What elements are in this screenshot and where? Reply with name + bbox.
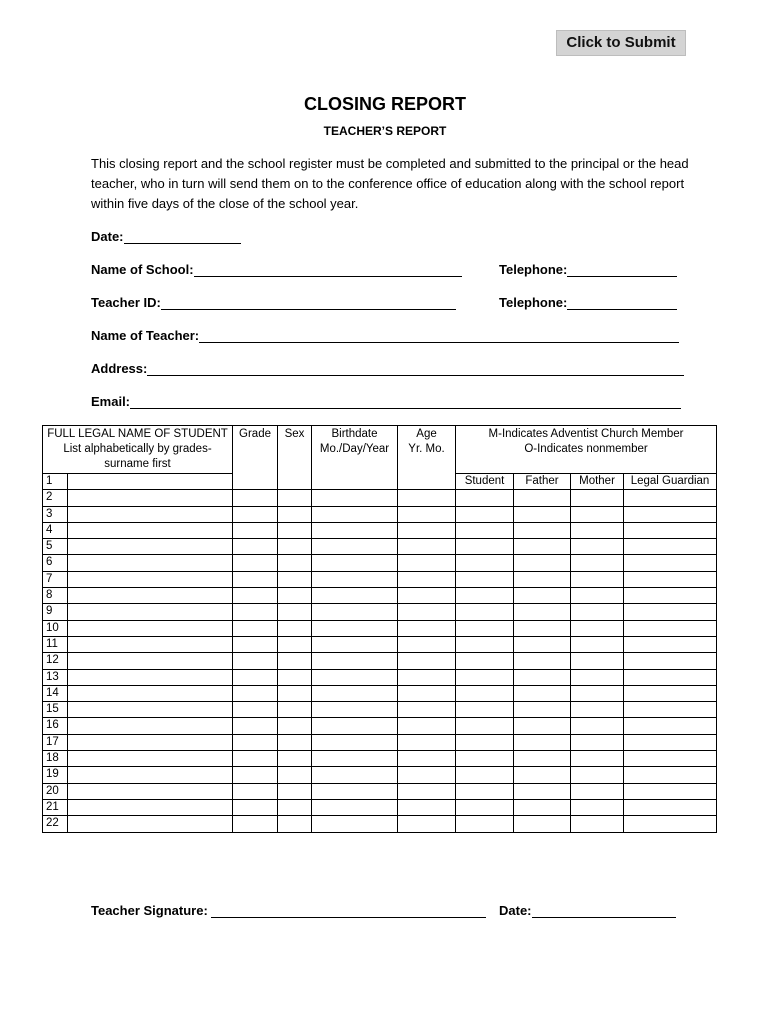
mother-member-cell[interactable] [571, 767, 624, 783]
student-member-cell[interactable] [456, 816, 514, 832]
birthdate-cell[interactable] [312, 571, 398, 587]
row-number: 15 [43, 702, 68, 718]
mother-member-cell[interactable] [571, 702, 624, 718]
guardian-member-cell[interactable] [624, 636, 717, 652]
father-member-cell[interactable] [514, 571, 571, 587]
birthdate-cell[interactable] [312, 522, 398, 538]
birthdate-cell[interactable] [312, 653, 398, 669]
page-title: CLOSING REPORT [303, 94, 466, 114]
grade-cell[interactable] [233, 620, 278, 636]
student-member-cell[interactable] [456, 685, 514, 701]
email-input[interactable] [130, 394, 681, 409]
guardian-member-cell[interactable] [624, 783, 717, 799]
sex-cell[interactable] [278, 620, 312, 636]
school-label: Name of School: [91, 262, 194, 277]
row-number: 18 [43, 751, 68, 767]
student-member-cell[interactable] [456, 636, 514, 652]
guardian-member-cell[interactable] [624, 588, 717, 604]
telephone-input-1[interactable] [567, 262, 677, 277]
grade-cell[interactable] [233, 816, 278, 832]
sex-cell[interactable] [278, 816, 312, 832]
mother-member-cell[interactable] [571, 718, 624, 734]
age-cell[interactable] [398, 490, 456, 506]
guardian-member-cell[interactable] [624, 816, 717, 832]
school-field [91, 262, 462, 277]
sex-cell[interactable] [278, 718, 312, 734]
date-label: Date: [91, 229, 124, 244]
signature-date-label: Date: [499, 903, 532, 918]
father-member-cell[interactable] [514, 539, 571, 555]
sex-cell[interactable] [278, 588, 312, 604]
birthdate-cell[interactable] [312, 751, 398, 767]
mother-member-cell[interactable] [571, 734, 624, 750]
sex-column-header: Sex [278, 426, 312, 490]
sex-cell[interactable] [278, 636, 312, 652]
age-cell[interactable] [398, 718, 456, 734]
table-row [43, 620, 717, 636]
mother-member-cell[interactable] [571, 539, 624, 555]
student-name-cell[interactable] [68, 734, 233, 750]
table-row [43, 490, 717, 506]
grade-cell[interactable] [233, 571, 278, 587]
table-body [43, 490, 717, 832]
age-cell[interactable] [398, 685, 456, 701]
mother-member-cell[interactable] [571, 799, 624, 815]
table-header-row [43, 426, 717, 474]
birthdate-cell[interactable] [312, 636, 398, 652]
guardian-member-cell[interactable] [624, 718, 717, 734]
grade-cell[interactable] [233, 522, 278, 538]
table-row [43, 653, 717, 669]
row-number: 6 [43, 555, 68, 571]
student-member-cell[interactable] [456, 653, 514, 669]
student-name-cell[interactable] [68, 718, 233, 734]
mother-member-cell[interactable] [571, 506, 624, 522]
student-name-cell[interactable] [68, 555, 233, 571]
table-row [43, 702, 717, 718]
signature-date-field [499, 903, 676, 918]
teacher-name-input[interactable] [199, 328, 679, 343]
student-table [42, 425, 717, 833]
mother-member-cell[interactable] [571, 636, 624, 652]
student-member-cell[interactable] [456, 767, 514, 783]
table-row [43, 799, 717, 815]
grade-cell[interactable] [233, 588, 278, 604]
birthdate-cell[interactable] [312, 588, 398, 604]
age-cell[interactable] [398, 767, 456, 783]
table-row [43, 783, 717, 799]
mother-member-cell[interactable] [571, 588, 624, 604]
row-number: 21 [43, 799, 68, 815]
age-cell[interactable] [398, 669, 456, 685]
birthdate-cell[interactable] [312, 767, 398, 783]
guardian-member-cell[interactable] [624, 734, 717, 750]
table-row [43, 767, 717, 783]
guardian-member-cell[interactable] [624, 702, 717, 718]
birthdate-cell[interactable] [312, 539, 398, 555]
teacher-id-input[interactable] [161, 295, 456, 310]
birthdate-cell[interactable] [312, 734, 398, 750]
student-member-cell[interactable] [456, 555, 514, 571]
membership-column-header [456, 426, 717, 474]
table-row [43, 506, 717, 522]
birthdate-cell[interactable] [312, 685, 398, 701]
student-name-cell[interactable] [68, 620, 233, 636]
sex-cell[interactable] [278, 702, 312, 718]
school-input[interactable] [194, 262, 462, 277]
telephone-label-1: Telephone: [499, 262, 568, 277]
mother-member-cell[interactable] [571, 685, 624, 701]
guardian-member-cell[interactable] [624, 490, 717, 506]
mother-member-cell[interactable] [571, 620, 624, 636]
age-cell[interactable] [398, 506, 456, 522]
mother-member-cell[interactable] [571, 816, 624, 832]
guardian-member-cell[interactable] [624, 685, 717, 701]
email-field [91, 394, 681, 409]
age-column-header [398, 426, 456, 490]
intro-paragraph: This closing report and the school register must be completed and submitted to the principal or the head teacher, who in turn will send them on to the conference office of education along with the school report within five days of the close of the school year. [91, 156, 689, 211]
teacher-id-label: Teacher ID: [91, 295, 161, 310]
student-member-cell[interactable] [456, 506, 514, 522]
signature-date-input[interactable] [532, 903, 676, 918]
father-member-cell[interactable] [514, 588, 571, 604]
birthdate-header-line-2: Mo./Day/Year [319, 443, 390, 455]
mother-member-cell[interactable] [571, 751, 624, 767]
student-member-cell[interactable] [456, 718, 514, 734]
birthdate-cell[interactable] [312, 718, 398, 734]
teacher-id-field [91, 295, 456, 310]
row-number: 14 [43, 685, 68, 701]
row-number: 7 [43, 571, 68, 587]
age-cell[interactable] [398, 604, 456, 620]
grade-cell[interactable] [233, 734, 278, 750]
sex-cell[interactable] [278, 685, 312, 701]
row-number: 8 [43, 588, 68, 604]
father-member-cell[interactable] [514, 751, 571, 767]
student-name-cell[interactable] [68, 685, 233, 701]
grade-cell[interactable] [233, 636, 278, 652]
membership-header-line-1: M-Indicates Adventist Church Member [488, 428, 684, 440]
student-name-cell[interactable] [68, 751, 233, 767]
grade-cell[interactable] [233, 506, 278, 522]
guardian-member-cell[interactable] [624, 767, 717, 783]
student-name-cell[interactable] [68, 702, 233, 718]
mother-member-cell[interactable] [571, 604, 624, 620]
student-member-cell[interactable] [456, 734, 514, 750]
age-cell[interactable] [398, 539, 456, 555]
guardian-member-cell[interactable] [624, 669, 717, 685]
date-field [91, 229, 241, 244]
birthdate-header-line-1: Birthdate [331, 428, 378, 440]
telephone-label-2: Telephone: [499, 295, 568, 310]
birthdate-cell[interactable] [312, 669, 398, 685]
student-member-cell[interactable] [456, 539, 514, 555]
teacher-name-field [91, 328, 679, 343]
guardian-member-cell[interactable] [624, 571, 717, 587]
student-name-cell[interactable] [68, 539, 233, 555]
age-cell[interactable] [398, 653, 456, 669]
sex-cell[interactable] [278, 653, 312, 669]
student-column-header: Student [456, 474, 514, 490]
student-member-cell[interactable] [456, 571, 514, 587]
table-row [43, 522, 717, 538]
age-cell[interactable] [398, 571, 456, 587]
student-name-cell[interactable] [68, 571, 233, 587]
student-member-cell[interactable] [456, 783, 514, 799]
birthdate-cell[interactable] [312, 555, 398, 571]
row-number: 4 [43, 522, 68, 538]
sex-cell[interactable] [278, 539, 312, 555]
name-header-line-2: List alphabetically by grades- [63, 443, 212, 455]
grade-column-header: Grade [233, 426, 278, 490]
father-member-cell[interactable] [514, 506, 571, 522]
grade-cell[interactable] [233, 555, 278, 571]
student-name-cell[interactable] [68, 474, 233, 490]
sex-cell[interactable] [278, 799, 312, 815]
row-number: 2 [43, 490, 68, 506]
grade-cell[interactable] [233, 669, 278, 685]
row-number: 20 [43, 783, 68, 799]
student-name-cell[interactable] [68, 767, 233, 783]
student-name-cell[interactable] [68, 604, 233, 620]
father-member-cell[interactable] [514, 734, 571, 750]
age-cell[interactable] [398, 588, 456, 604]
father-member-cell[interactable] [514, 653, 571, 669]
table-row [43, 816, 717, 832]
mother-member-cell[interactable] [571, 490, 624, 506]
name-header-line-3: surname first [104, 458, 171, 470]
guardian-member-cell[interactable] [624, 751, 717, 767]
birthdate-cell[interactable] [312, 604, 398, 620]
student-name-cell[interactable] [68, 636, 233, 652]
row-number: 12 [43, 653, 68, 669]
age-cell[interactable] [398, 751, 456, 767]
age-cell[interactable] [398, 799, 456, 815]
sex-cell[interactable] [278, 604, 312, 620]
row-number: 11 [43, 636, 68, 652]
birthdate-cell[interactable] [312, 783, 398, 799]
address-input[interactable] [147, 361, 684, 376]
table-row [43, 571, 717, 587]
father-member-cell[interactable] [514, 490, 571, 506]
father-member-cell[interactable] [514, 522, 571, 538]
mother-member-cell[interactable] [571, 669, 624, 685]
teacher-signature-label: Teacher Signature: [91, 903, 208, 918]
guardian-member-cell[interactable] [624, 506, 717, 522]
student-member-cell[interactable] [456, 620, 514, 636]
age-cell[interactable] [398, 816, 456, 832]
guardian-member-cell[interactable] [624, 653, 717, 669]
mother-member-cell[interactable] [571, 653, 624, 669]
sex-cell[interactable] [278, 783, 312, 799]
father-member-cell[interactable] [514, 620, 571, 636]
father-member-cell[interactable] [514, 669, 571, 685]
row-number: 13 [43, 669, 68, 685]
grade-cell[interactable] [233, 767, 278, 783]
mother-member-cell[interactable] [571, 522, 624, 538]
father-member-cell[interactable] [514, 604, 571, 620]
grade-cell[interactable] [233, 653, 278, 669]
row-number: 5 [43, 539, 68, 555]
age-header-line-2: Yr. Mo. [408, 443, 445, 455]
sex-cell[interactable] [278, 506, 312, 522]
student-name-cell[interactable] [68, 783, 233, 799]
row-number: 22 [43, 816, 68, 832]
row-number: 16 [43, 718, 68, 734]
mother-column-header: Mother [571, 474, 624, 490]
mother-member-cell[interactable] [571, 571, 624, 587]
grade-cell[interactable] [233, 490, 278, 506]
student-member-cell[interactable] [456, 588, 514, 604]
name-column-header [43, 426, 233, 474]
sex-cell[interactable] [278, 490, 312, 506]
telephone-input-2[interactable] [567, 295, 677, 310]
father-member-cell[interactable] [514, 799, 571, 815]
submit-button[interactable]: Click to Submit [556, 30, 686, 56]
father-member-cell[interactable] [514, 783, 571, 799]
birthdate-cell[interactable] [312, 702, 398, 718]
birthdate-cell[interactable] [312, 816, 398, 832]
name-header-line-1: FULL LEGAL NAME OF STUDENT [47, 428, 228, 440]
row-number: 19 [43, 767, 68, 783]
grade-cell[interactable] [233, 539, 278, 555]
birthdate-cell[interactable] [312, 620, 398, 636]
student-name-cell[interactable] [68, 522, 233, 538]
table-row [43, 604, 717, 620]
address-label: Address: [91, 361, 148, 376]
sex-cell[interactable] [278, 522, 312, 538]
student-name-cell[interactable] [68, 653, 233, 669]
student-name-cell[interactable] [68, 816, 233, 832]
age-cell[interactable] [398, 555, 456, 571]
sex-cell[interactable] [278, 555, 312, 571]
age-cell[interactable] [398, 734, 456, 750]
grade-cell[interactable] [233, 702, 278, 718]
table-row [43, 751, 717, 767]
address-field [91, 361, 684, 376]
grade-cell[interactable] [233, 685, 278, 701]
table-row [43, 555, 717, 571]
age-cell[interactable] [398, 620, 456, 636]
birthdate-cell[interactable] [312, 490, 398, 506]
sex-cell[interactable] [278, 734, 312, 750]
date-input[interactable] [124, 229, 241, 244]
email-label: Email: [91, 394, 131, 409]
sex-cell[interactable] [278, 571, 312, 587]
guardian-member-cell[interactable] [624, 539, 717, 555]
father-member-cell[interactable] [514, 718, 571, 734]
row-number: 10 [43, 620, 68, 636]
age-cell[interactable] [398, 783, 456, 799]
page-subtitle: TEACHER’S REPORT [323, 124, 447, 138]
student-member-cell[interactable] [456, 522, 514, 538]
student-name-cell[interactable] [68, 799, 233, 815]
student-name-cell[interactable] [68, 506, 233, 522]
table-row [43, 669, 717, 685]
father-member-cell[interactable] [514, 555, 571, 571]
grade-cell[interactable] [233, 751, 278, 767]
mother-member-cell[interactable] [571, 783, 624, 799]
father-member-cell[interactable] [514, 767, 571, 783]
grade-cell[interactable] [233, 718, 278, 734]
row-number: 17 [43, 734, 68, 750]
guardian-member-cell[interactable] [624, 799, 717, 815]
telephone-field-1 [499, 262, 677, 277]
grade-cell[interactable] [233, 799, 278, 815]
table-row [43, 718, 717, 734]
grade-cell[interactable] [233, 783, 278, 799]
student-name-cell[interactable] [68, 490, 233, 506]
student-member-cell[interactable] [456, 751, 514, 767]
row-number: 3 [43, 506, 68, 522]
birthdate-cell[interactable] [312, 799, 398, 815]
telephone-field-2 [499, 295, 677, 310]
student-member-cell[interactable] [456, 669, 514, 685]
sex-cell[interactable] [278, 767, 312, 783]
student-member-cell[interactable] [456, 799, 514, 815]
guardian-member-cell[interactable] [624, 620, 717, 636]
age-header-line-1: Age [416, 428, 437, 440]
student-name-cell[interactable] [68, 588, 233, 604]
student-member-cell[interactable] [456, 702, 514, 718]
membership-header-line-2: O-Indicates nonmember [524, 443, 648, 455]
sex-cell[interactable] [278, 669, 312, 685]
grade-cell[interactable] [233, 604, 278, 620]
guardian-member-cell[interactable] [624, 555, 717, 571]
father-column-header: Father [514, 474, 571, 490]
sex-cell[interactable] [278, 751, 312, 767]
age-cell[interactable] [398, 636, 456, 652]
guardian-column-header: Legal Guardian [624, 474, 717, 490]
student-name-cell[interactable] [68, 669, 233, 685]
table-row [43, 588, 717, 604]
father-member-cell[interactable] [514, 636, 571, 652]
father-member-cell[interactable] [514, 685, 571, 701]
table-row [43, 685, 717, 701]
row-number: 1 [43, 474, 68, 490]
student-member-cell[interactable] [456, 604, 514, 620]
row-number: 9 [43, 604, 68, 620]
table-row [43, 539, 717, 555]
mother-member-cell[interactable] [571, 555, 624, 571]
guardian-member-cell[interactable] [624, 522, 717, 538]
student-member-cell[interactable] [456, 490, 514, 506]
table-row [43, 636, 717, 652]
age-cell[interactable] [398, 522, 456, 538]
birthdate-cell[interactable] [312, 506, 398, 522]
table-row [43, 734, 717, 750]
teacher-signature-field [91, 903, 486, 918]
guardian-member-cell[interactable] [624, 604, 717, 620]
father-member-cell[interactable] [514, 816, 571, 832]
father-member-cell[interactable] [514, 702, 571, 718]
age-cell[interactable] [398, 702, 456, 718]
teacher-name-label: Name of Teacher: [91, 328, 200, 343]
birthdate-column-header [312, 426, 398, 490]
teacher-signature-input[interactable] [211, 903, 486, 918]
